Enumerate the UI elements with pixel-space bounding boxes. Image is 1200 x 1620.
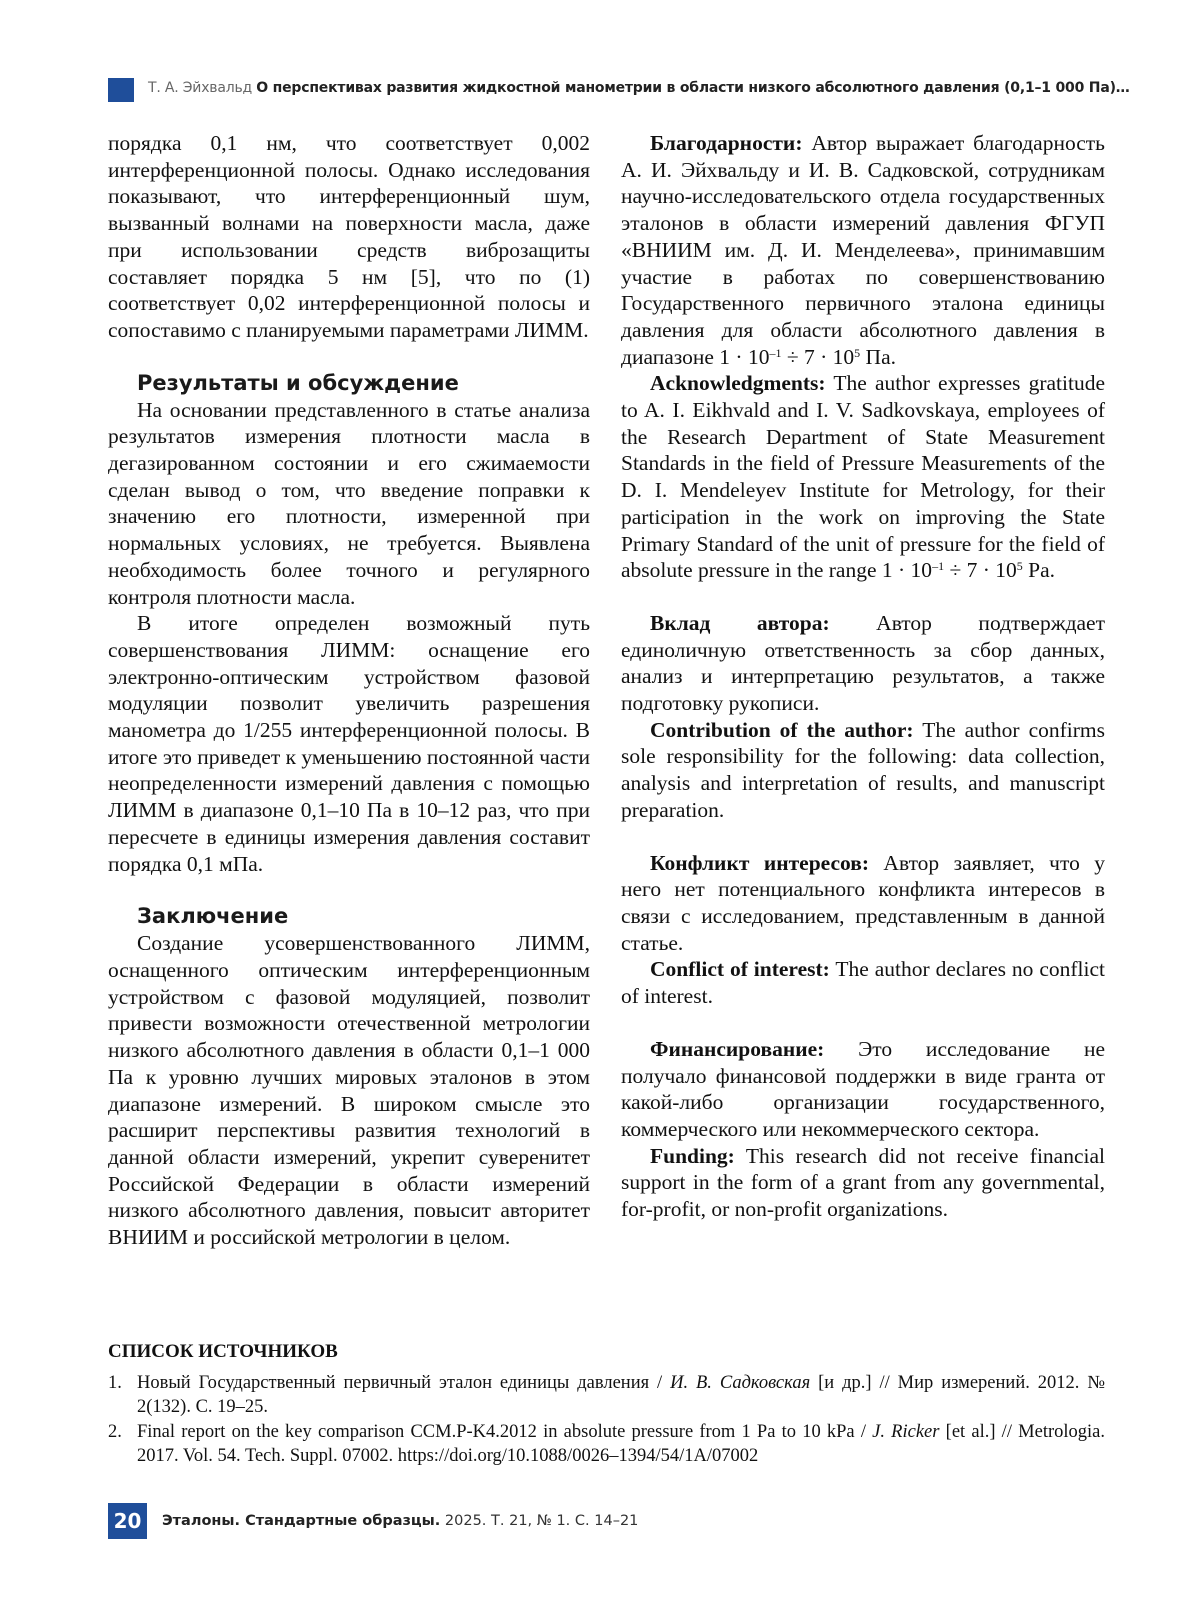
exponent: 5 xyxy=(1016,559,1023,574)
reference-authors: J. Ricker xyxy=(872,1422,940,1442)
reference-title: Новый Государственный первичный эталон единицы давления / xyxy=(137,1373,671,1393)
page-number: 20 xyxy=(108,1503,147,1539)
spacer xyxy=(621,1010,1105,1036)
section-heading-results: Результаты и обсуждение xyxy=(137,370,459,395)
right-column xyxy=(621,130,1105,1223)
conflict-en-text: The author declares no conflict of interest. xyxy=(621,957,1105,1009)
exponent: 5 xyxy=(854,345,861,360)
funding-en-label: Funding: xyxy=(650,1143,735,1168)
acknowledgments-en-text: The author expresses gratitude to A. I. Eikhvald and I. V. Sadkovskaya, employees of the Research Department of State Measurement Standards in the field of Pressure Measurements of the D. I. Mendeleyev Institute for Metrology, for their participation in the work on improving the State Primary Standard of the unit of pressure for the field of absolute pressure in the range 1 · 10 xyxy=(621,371,1105,583)
reference-item xyxy=(108,1421,1105,1468)
results-paragraph-1: На основании представленного в статье анализа результатов измерения плотности масла в дегазированном состоянии и его сжимаемости сделан вывод о том, что введение поправки к значению его плотности, измеренной при нормальных условиях, не требуется. Выявлена необходимость более точного и регулярного контроля плотности масла. xyxy=(108,397,590,609)
header-marker xyxy=(108,78,134,102)
reference-authors: И. В. Садковская xyxy=(670,1373,811,1393)
reference-source: [и др.] // Мир измерений. 2012. № 2(132). С. 19–25. xyxy=(137,1373,1105,1417)
left-column xyxy=(108,130,590,1251)
section-heading-conclusion: Заключение xyxy=(137,904,289,929)
acknowledgments-ru-label: Благодарности: xyxy=(650,131,803,155)
running-header xyxy=(148,80,1130,96)
conflict-ru-text: Автор заявляет, что у него нет потенциального конфликта интересов в связи с исследованием, представленным в данной статье. xyxy=(621,850,1105,955)
spacer xyxy=(621,824,1105,850)
contribution-ru-label: Вклад автора: xyxy=(650,610,830,635)
conflict-ru-label: Конфликт интересов: xyxy=(650,850,869,875)
reference-source: [et al.] // Metrologia. 2017. Vol. 54. Tech. Suppl. 07002. https://doi.org/10.1088/0026–1394/54/1A/07002 xyxy=(137,1422,1105,1466)
unit: Pa. xyxy=(1022,558,1056,583)
conflict-en xyxy=(621,956,1105,1009)
journal-name: Эталоны. Стандартные образцы. xyxy=(162,1513,441,1529)
header-title: О перспективах развития жидкостной манометрии в области низкого абсолютного давления (0,1–1 000 Па)… xyxy=(256,80,1130,96)
journal-citation: 2025. Т. 21, № 1. С. 14–21 xyxy=(440,1513,639,1529)
acknowledgments-en xyxy=(621,370,1105,584)
acknowledgments-ru xyxy=(621,130,1105,370)
conflict-ru xyxy=(621,850,1105,957)
unit: Па. xyxy=(860,344,896,369)
journal-footer xyxy=(162,1513,638,1529)
contribution-en-text: The author confirms sole responsibility for the following: data collection, analysis and interpretation of results, and manuscript preparation. xyxy=(621,717,1105,822)
exponent: –1 xyxy=(932,559,945,574)
header-author: Т. А. Эйхвальд xyxy=(148,80,252,96)
spacer xyxy=(621,584,1105,610)
reference-item xyxy=(108,1372,1105,1419)
exponent: –1 xyxy=(769,345,782,360)
references-heading: СПИСОК ИСТОЧНИКОВ xyxy=(108,1341,338,1362)
reference-title: Final report on the key comparison CCM.P-K4.2012 in absolute pressure from 1 Pa to 10 kPa / xyxy=(137,1422,873,1442)
funding-ru-text: Это исследование не получало финансовой поддержки в виде гранта от какой-либо организации государственного, коммерческого или некоммерческого сектора. xyxy=(621,1036,1105,1141)
contribution-en xyxy=(621,717,1105,824)
funding-ru-label: Финансирование: xyxy=(650,1036,825,1061)
funding-en-text: This research did not receive financial support in the form of a grant from any governmental, for-profit, or non-profit organizations. xyxy=(621,1143,1105,1222)
acknowledgments-ru-text: Автор выражает благодарность А. И. Эйхвальду и И. В. Садковской, сотрудникам научно-исследовательского отдела государственных эталонов в области измерений давления ФГУП «ВНИИМ им. Д. И. Менделеева», принимавшим участие в работах по совершенствованию Государственного первичного эталона единицы давления для области абсолютного давления в диапазоне 1 · 10 xyxy=(621,131,1105,369)
references-section xyxy=(108,1340,1105,1470)
contribution-en-label: Contribution of the author: xyxy=(650,717,914,742)
reference-number: 2. xyxy=(108,1422,122,1442)
range-separator: ÷ 7 · 10 xyxy=(944,558,1017,583)
acknowledgments-en-label: Acknowledgments: xyxy=(650,371,826,396)
conclusion-paragraph: Создание усовершенствованного ЛИММ, оснащенного оптическим интерференционным устройством с фазовой модуляцией, позволит привести возможности отечественной метрологии низкого абсолютного давления в области 0,1–1 000 Па к уровню лучших мировых эталонов в этом диапазоне измерений. В широком смысле это расширит перспективы развития технологий в данной области измерений, укрепит суверенитет Российской Федерации в области измерений низкого абсолютного давления, повысит авторитет ВНИИМ и российской метрологии в целом. xyxy=(108,931,590,1250)
funding-en xyxy=(621,1143,1105,1223)
contribution-ru xyxy=(621,610,1105,717)
intro-paragraph: порядка 0,1 нм, что соответствует 0,002 интерференционной полосы. Однако исследования показывают, что интерференционный шум, вызванный волнами на поверхности масла, даже при использовании средств виброзащиты составляет порядка 5 нм [5], что по (1) соответствует 0,02 интерференционной полосы и сопоставимо с планируемыми параметрами ЛИММ. xyxy=(108,131,590,342)
reference-number: 1. xyxy=(108,1373,122,1393)
range-separator: ÷ 7 · 10 xyxy=(781,344,855,369)
funding-ru xyxy=(621,1036,1105,1143)
results-paragraph-2: В итоге определен возможный путь совершенствования ЛИММ: оснащение его электронно-оптическим устройством фазовой модуляции позволит увеличить разрешения манометра до 1/255 интерференционной полосы. В итоге это приведет к уменьшению постоянной части неопределенности измерений давления с помощью ЛИММ в диапазоне 0,1–10 Па в 10–12 раз, что при пересчете в единицы измерения давления составит порядка 0,1 мПа. xyxy=(108,611,590,876)
conflict-en-label: Conflict of interest: xyxy=(650,957,830,982)
contribution-ru-text: Автор подтверждает единоличную ответственность за сбор данных, анализ и интерпретацию результатов, а также подготовку рукописи. xyxy=(621,610,1105,716)
